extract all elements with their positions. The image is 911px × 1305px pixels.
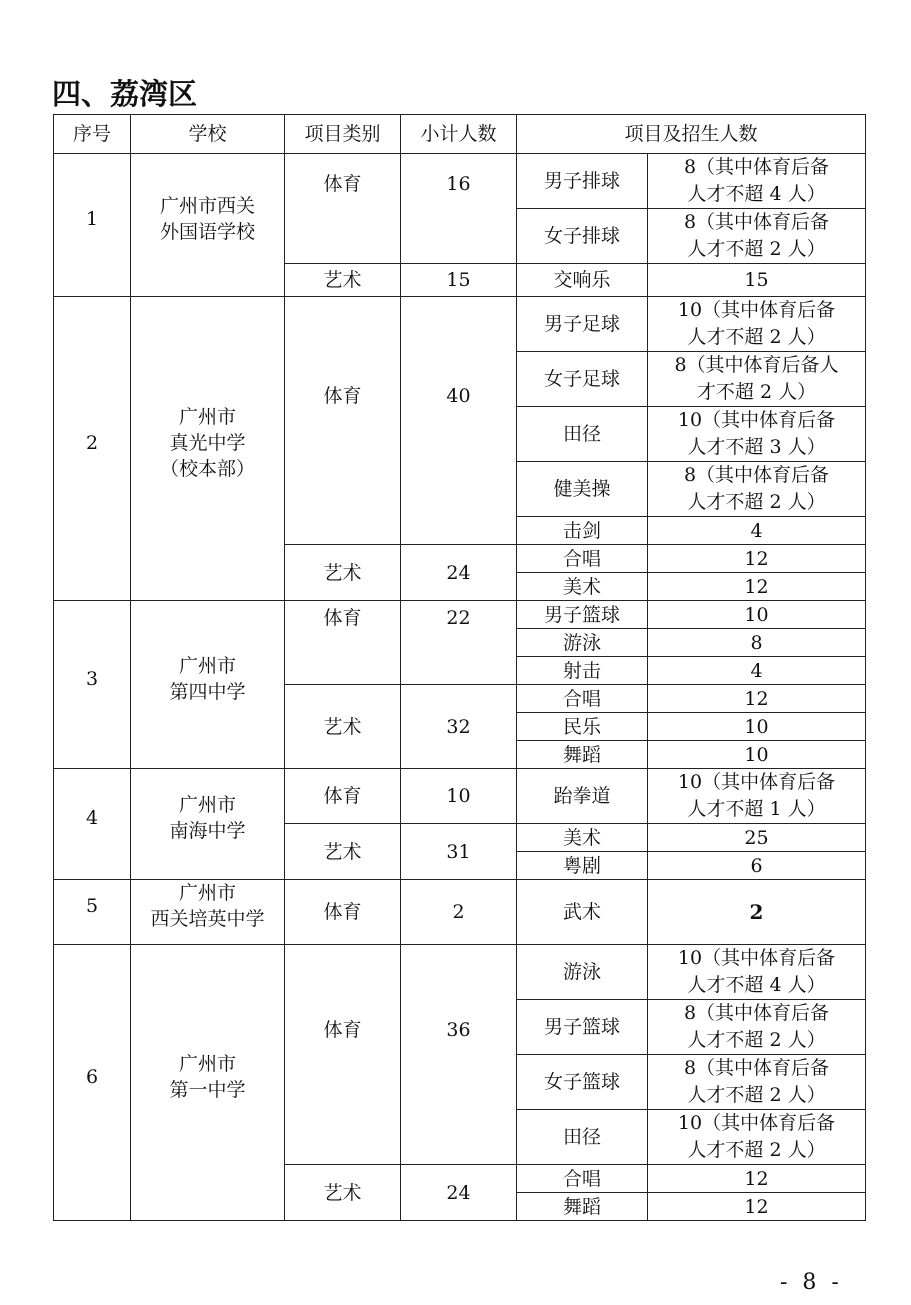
project-count-line: 人才不超 4 人）	[687, 183, 826, 205]
project-count-line: 25	[744, 826, 769, 849]
project-name-cell: 男子篮球	[517, 1000, 648, 1055]
school-index-cell: 6	[54, 945, 131, 1221]
project-count-line: 10（其中体育后备	[677, 1112, 836, 1134]
page-number: - 8 -	[780, 1270, 843, 1295]
project-count-cell	[648, 657, 866, 685]
project-name-cell: 男子篮球	[517, 601, 648, 629]
project-count-line: 人才不超 2 人）	[687, 238, 826, 260]
project-count-line: 6	[750, 854, 763, 877]
project-count-cell	[648, 1165, 866, 1193]
project-name-cell: 击剑	[517, 517, 648, 545]
project-name-cell: 女子篮球	[517, 1055, 648, 1110]
project-name-cell: 游泳	[517, 629, 648, 657]
table-row	[54, 154, 866, 209]
school-name-line: 外国语学校	[159, 221, 255, 243]
header-subtotal: 小计人数	[401, 115, 517, 154]
school-name-line: 广州市	[178, 1052, 236, 1075]
project-name-cell: 粤剧	[517, 852, 648, 880]
subtotal-cell: 10	[401, 769, 517, 824]
school-name-line: 第一中学	[169, 1078, 246, 1101]
project-count-cell	[648, 573, 866, 601]
project-count-line: 10	[744, 715, 769, 738]
project-name-cell: 美术	[517, 824, 648, 852]
project-name-cell: 民乐	[517, 713, 648, 741]
project-count-cell	[648, 297, 866, 352]
subtotal-cell: 16	[401, 154, 517, 264]
school-index-cell: 1	[54, 154, 131, 297]
school-name-line: （校本部）	[159, 457, 255, 480]
project-name-cell: 舞蹈	[517, 1193, 648, 1221]
project-name-cell: 舞蹈	[517, 741, 648, 769]
subtotal-cell: 24	[401, 545, 517, 601]
subtotal-cell: 2	[401, 880, 517, 945]
category-cell: 体育	[285, 154, 401, 264]
subtotal-cell: 36	[401, 945, 517, 1165]
project-count-line: 人才不超 2 人）	[687, 326, 826, 348]
category-cell: 艺术	[285, 824, 401, 880]
project-count-line: 10	[744, 743, 769, 766]
project-count-line: 10	[744, 603, 769, 626]
subtotal-cell: 24	[401, 1165, 517, 1221]
project-name-cell: 田径	[517, 407, 648, 462]
project-count-cell	[648, 545, 866, 573]
section-title: 四、荔湾区	[52, 77, 198, 111]
project-count-line: 8（其中体育后备	[683, 1057, 830, 1079]
project-count-line: 12	[744, 1167, 769, 1190]
school-name-cell	[131, 769, 285, 880]
project-count-cell	[648, 1193, 866, 1221]
project-count-cell	[648, 601, 866, 629]
project-count-line: 人才不超 2 人）	[687, 1029, 826, 1051]
project-count-cell	[648, 407, 866, 462]
project-count-line: 8	[750, 631, 763, 654]
project-count-line: 人才不超 2 人）	[687, 1139, 826, 1161]
project-count-line: 8（其中体育后备人	[674, 354, 839, 376]
header-school: 学校	[131, 115, 285, 154]
school-name-line: 南海中学	[169, 820, 246, 842]
category-cell: 艺术	[285, 1165, 401, 1221]
school-name-line: 广州市	[178, 794, 236, 816]
project-count-cell	[648, 685, 866, 713]
subtotal-cell: 32	[401, 685, 517, 769]
project-count-cell	[648, 209, 866, 264]
project-name-cell: 游泳	[517, 945, 648, 1000]
project-count-cell	[648, 154, 866, 209]
table-row	[54, 297, 866, 352]
project-count-line: 人才不超 2 人）	[687, 1084, 826, 1106]
project-count-line: 15	[744, 269, 769, 291]
school-name-cell	[131, 945, 285, 1221]
project-name-cell: 美术	[517, 573, 648, 601]
project-count-line: 人才不超 4 人）	[687, 974, 826, 996]
project-count-cell	[648, 1000, 866, 1055]
project-count-cell	[648, 713, 866, 741]
project-count-cell	[648, 1055, 866, 1110]
project-name-cell: 交响乐	[517, 264, 648, 297]
project-count-line: 人才不超 3 人）	[687, 436, 826, 458]
project-count-cell	[648, 741, 866, 769]
table-row	[54, 945, 866, 1000]
school-name-line: 真光中学	[169, 431, 246, 454]
school-index-cell: 3	[54, 601, 131, 769]
project-count-line: 8（其中体育后备	[683, 464, 830, 486]
project-count-line: 4	[750, 659, 763, 682]
project-count-cell	[648, 880, 866, 945]
subtotal-cell: 31	[401, 824, 517, 880]
category-cell: 艺术	[285, 264, 401, 297]
project-name-cell: 合唱	[517, 1165, 648, 1193]
school-name-line: 广州市	[178, 654, 236, 677]
school-name-line: 广州市西关	[159, 195, 255, 217]
project-name-cell: 女子排球	[517, 209, 648, 264]
project-count-line: 10（其中体育后备	[677, 299, 836, 321]
school-name-cell	[131, 880, 285, 945]
project-name-cell: 男子排球	[517, 154, 648, 209]
category-cell: 体育	[285, 297, 401, 545]
school-name-line: 广州市	[178, 405, 236, 428]
project-count-line: 10（其中体育后备	[677, 771, 836, 793]
school-index-cell: 2	[54, 297, 131, 601]
school-name-cell	[131, 154, 285, 297]
project-name-cell: 田径	[517, 1110, 648, 1165]
project-count-cell	[648, 517, 866, 545]
category-cell: 体育	[285, 769, 401, 824]
project-count-cell	[648, 629, 866, 657]
category-cell: 体育	[285, 880, 401, 945]
table-row	[54, 769, 866, 824]
project-count-cell	[648, 352, 866, 407]
category-cell: 体育	[285, 601, 401, 685]
project-name-cell: 合唱	[517, 685, 648, 713]
project-count-cell	[648, 1110, 866, 1165]
project-count-line: 人才不超 2 人）	[687, 491, 826, 513]
project-count-cell	[648, 769, 866, 824]
project-count-line: 才不超 2 人）	[696, 381, 817, 403]
project-name-cell: 武术	[517, 880, 648, 945]
enrollment-table	[53, 114, 866, 1221]
table-header-row	[54, 115, 866, 154]
project-count-line: 2	[749, 900, 764, 924]
school-name-cell	[131, 601, 285, 769]
subtotal-cell: 22	[401, 601, 517, 685]
project-count-cell	[648, 945, 866, 1000]
header-category: 项目类别	[285, 115, 401, 154]
project-count-cell	[648, 462, 866, 517]
project-count-line: 4	[750, 519, 763, 542]
project-count-cell	[648, 264, 866, 297]
table-row	[54, 601, 866, 629]
project-count-cell	[648, 852, 866, 880]
school-index-cell: 4	[54, 769, 131, 880]
project-count-line: 12	[744, 575, 769, 598]
project-name-cell: 男子足球	[517, 297, 648, 352]
header-projects: 项目及招生人数	[517, 115, 866, 154]
category-cell: 艺术	[285, 685, 401, 769]
school-name-line: 广州市	[178, 882, 236, 904]
project-name-cell: 健美操	[517, 462, 648, 517]
project-name-cell: 女子足球	[517, 352, 648, 407]
project-count-line: 人才不超 1 人）	[687, 798, 826, 820]
project-name-cell: 跆拳道	[517, 769, 648, 824]
project-count-line: 10（其中体育后备	[677, 947, 836, 969]
project-count-line: 12	[744, 687, 769, 710]
school-name-line: 第四中学	[169, 680, 246, 703]
project-count-line: 8（其中体育后备	[683, 1002, 830, 1024]
category-cell: 艺术	[285, 545, 401, 601]
school-name-line: 西关培英中学	[150, 908, 265, 930]
category-cell: 体育	[285, 945, 401, 1165]
project-count-line: 8（其中体育后备	[683, 211, 830, 233]
project-count-line: 12	[744, 547, 769, 570]
school-name-cell	[131, 297, 285, 601]
project-count-line: 12	[744, 1195, 769, 1218]
table-row	[54, 880, 866, 945]
subtotal-cell: 40	[401, 297, 517, 545]
header-index: 序号	[54, 115, 131, 154]
project-count-line: 8（其中体育后备	[683, 156, 830, 178]
project-count-cell	[648, 824, 866, 852]
school-index-cell: 5	[54, 880, 131, 945]
subtotal-cell: 15	[401, 264, 517, 297]
project-name-cell: 合唱	[517, 545, 648, 573]
project-name-cell: 射击	[517, 657, 648, 685]
project-count-line: 10（其中体育后备	[677, 409, 836, 431]
